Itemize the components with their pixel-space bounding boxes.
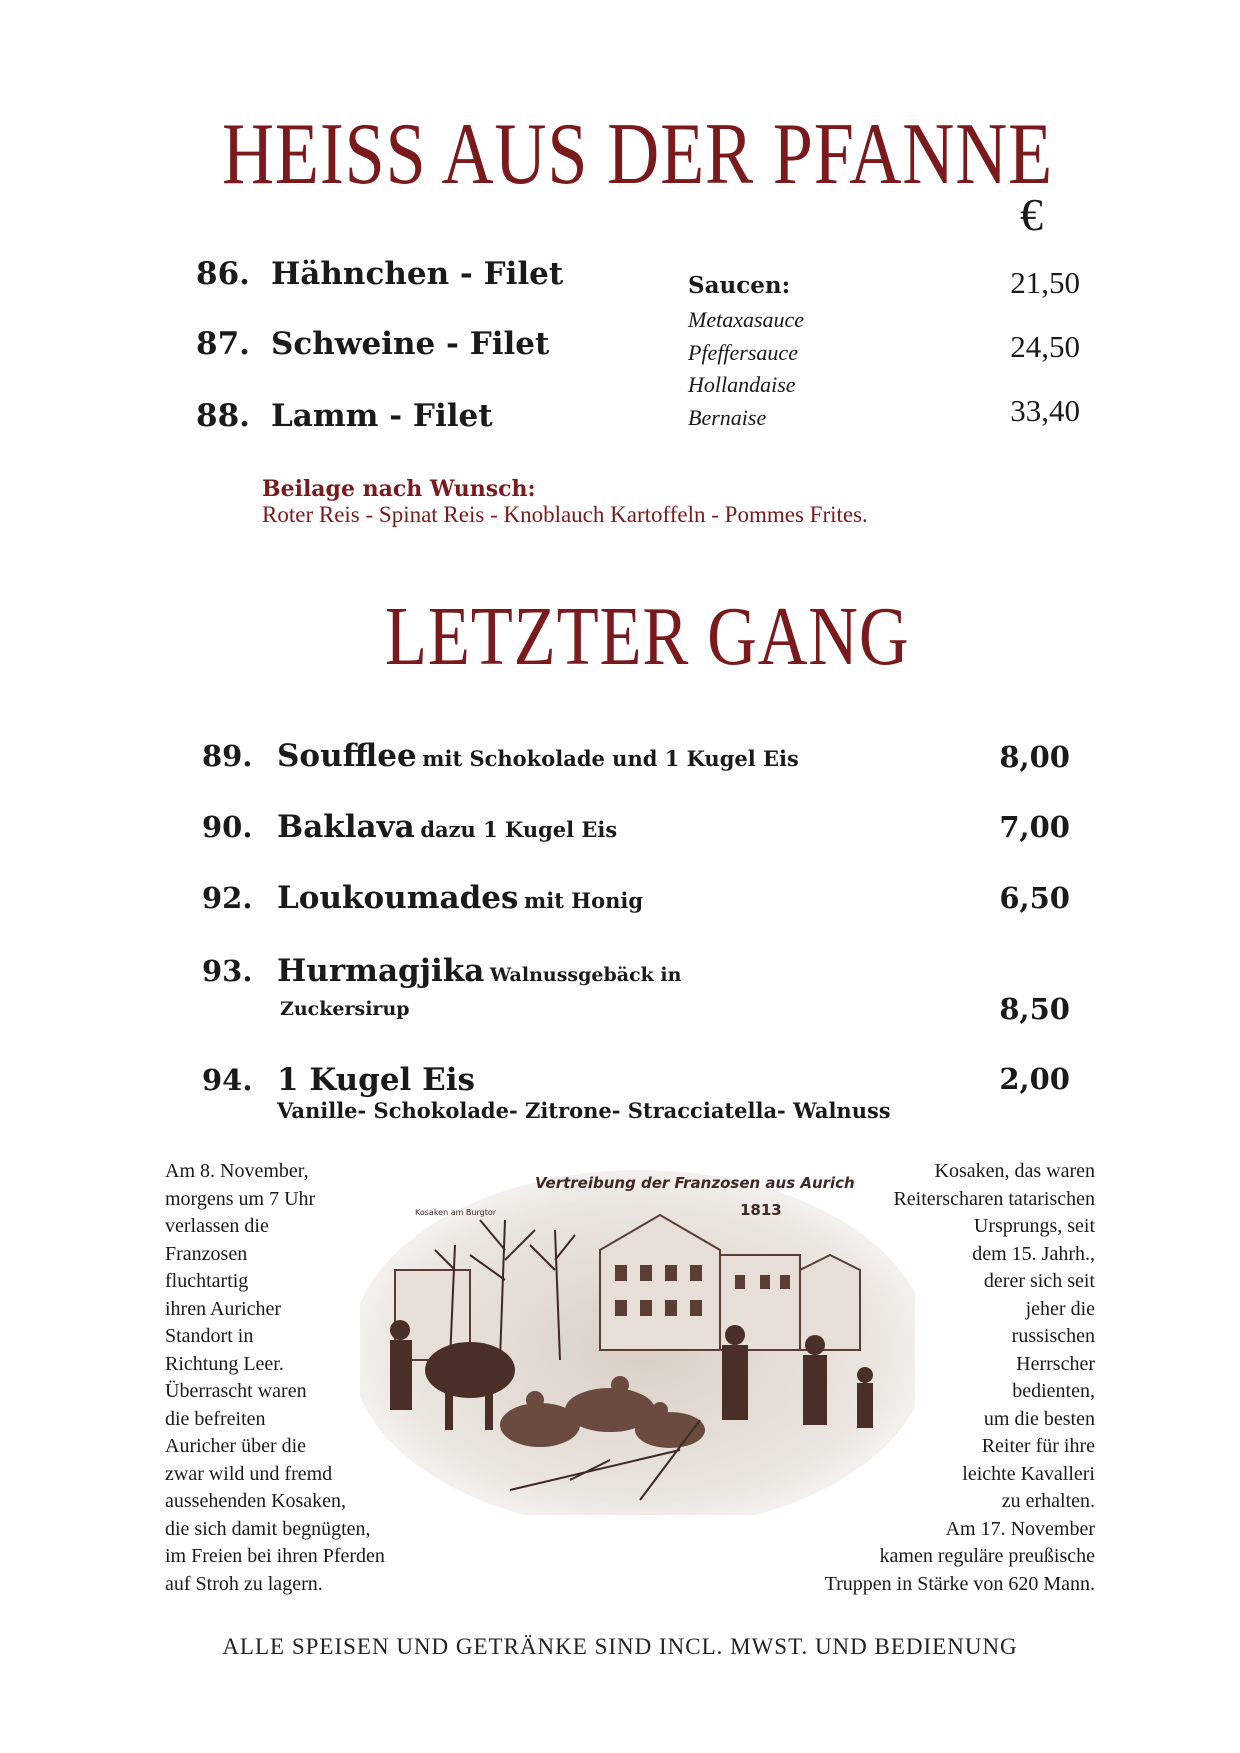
- menu-item-92: [202, 880, 643, 916]
- story-line: derer sich seit: [983, 1270, 1095, 1292]
- story-left: [165, 1158, 385, 1598]
- item-number: 90.: [202, 810, 253, 844]
- currency-symbol: €: [1020, 189, 1043, 240]
- menu-item-88: [196, 398, 493, 434]
- story-line: kamen reguläre preußische: [879, 1545, 1095, 1567]
- story-line: zu erhalten.: [1001, 1490, 1095, 1512]
- sauce-option: Bernaise: [688, 405, 767, 430]
- item-description: mit Schokolade und 1 Kugel Eis: [422, 746, 799, 771]
- story-line: Truppen in Stärke von 620 Mann.: [824, 1572, 1095, 1595]
- story-line: verlassen die: [165, 1215, 269, 1237]
- ice-cream-flavors: Vanille- Schokolade- Zitrone- Stracciatella- Walnuss: [277, 1098, 891, 1123]
- story-line: die befreiten: [165, 1407, 266, 1430]
- item-number: 89.: [202, 739, 253, 773]
- story-line: aussehenden Kosaken,: [165, 1490, 347, 1512]
- item-name: Baklava: [277, 809, 415, 845]
- item-name: Lamm - Filet: [271, 398, 493, 434]
- story-line: Herrscher: [1016, 1352, 1095, 1375]
- sauces-heading: Saucen:: [688, 272, 791, 299]
- side-dish-heading: Beilage nach Wunsch:: [262, 476, 536, 502]
- menu-item-89: [202, 738, 799, 774]
- story-line: Überrascht waren: [165, 1380, 307, 1402]
- story-line: zwar wild und fremd: [165, 1462, 333, 1485]
- story-line: um die besten: [983, 1407, 1095, 1430]
- item-name: 1 Kugel Eis: [277, 1062, 475, 1098]
- story-line: Richtung Leer.: [165, 1352, 284, 1375]
- item-number: 94.: [202, 1063, 253, 1097]
- item-number: 86.: [196, 256, 250, 292]
- story-line: Am 8. November,: [165, 1160, 309, 1182]
- story-line: jeher die: [1025, 1297, 1095, 1320]
- price-89: 8,00: [999, 740, 1070, 774]
- menu-item-86: [196, 256, 563, 292]
- item-name: Soufflee: [277, 738, 417, 774]
- sketch-caption: Vertreibung der Franzosen aus Aurich: [535, 1174, 855, 1192]
- story-line: auf Stroh zu lagern.: [165, 1572, 323, 1595]
- sauce-option: Pfeffersauce: [688, 340, 798, 365]
- story-line: russischen: [1011, 1325, 1095, 1347]
- footer-notice: ALLE SPEISEN UND GETRÄNKE SIND INCL. MWST. UND BEDIENUNG: [222, 1634, 1018, 1659]
- price-86: 21,50: [1010, 265, 1080, 300]
- story-line: Franzosen: [165, 1242, 248, 1265]
- story-line: morgens um 7 Uhr: [165, 1187, 316, 1210]
- story-line: Kosaken, das waren: [934, 1160, 1095, 1182]
- item-number: 92.: [202, 881, 253, 915]
- item-name: Loukoumades: [277, 880, 519, 916]
- story-line: ihren Auricher: [165, 1297, 282, 1320]
- item-number: 87.: [196, 326, 250, 362]
- item-description: Walnussgebäck in: [489, 964, 682, 986]
- price-93: 8,50: [999, 992, 1070, 1026]
- sauce-option: Metaxasauce: [688, 307, 805, 332]
- item-description: mit Honig: [524, 888, 644, 913]
- menu-item-94: [202, 1062, 475, 1098]
- story-line: Auricher über die: [165, 1435, 307, 1457]
- item-number: 88.: [196, 398, 250, 434]
- story-line: Am 17. November: [945, 1517, 1095, 1540]
- item-name: Hurmagjika: [277, 953, 485, 989]
- story-line: dem 15. Jahrh.,: [972, 1242, 1095, 1265]
- sketch-sign: Kosaken am Burgtor: [415, 1208, 497, 1217]
- story-line: bedienten,: [1012, 1380, 1095, 1402]
- story-line: im Freien bei ihren Pferden: [165, 1545, 385, 1567]
- side-dish-options: Roter Reis - Spinat Reis - Knoblauch Kartoffeln - Pommes Frites.: [262, 502, 868, 527]
- price-87: 24,50: [1010, 329, 1080, 364]
- story-line: Reiter für ihre: [981, 1435, 1095, 1457]
- story-line: die sich damit begnügten,: [165, 1517, 371, 1540]
- story-line: Standort in: [165, 1325, 254, 1347]
- price-90: 7,00: [999, 810, 1070, 844]
- section-title-pfanne: HEISS AUS DER PFANNE: [222, 106, 1054, 203]
- price-94: 2,00: [999, 1062, 1070, 1096]
- story-line: Reiterscharen tatarischen: [893, 1187, 1095, 1210]
- sauce-option: Hollandaise: [688, 372, 796, 397]
- story-line: Ursprungs, seit: [973, 1215, 1095, 1237]
- item-number: 93.: [202, 954, 253, 988]
- menu-item-93: [202, 953, 681, 989]
- price-92: 6,50: [999, 881, 1070, 915]
- story-line: fluchtartig: [165, 1270, 249, 1292]
- historical-sketch-illustration: [360, 1160, 915, 1515]
- story-line: leichte Kavalleri: [962, 1462, 1095, 1485]
- item-description-continued: Zuckersirup: [280, 998, 410, 1020]
- price-88: 33,40: [1010, 393, 1080, 428]
- item-name: Hähnchen - Filet: [271, 256, 564, 292]
- item-description: dazu 1 Kugel Eis: [420, 817, 618, 842]
- section-title-letzter-gang: LETZTER GANG: [385, 590, 910, 683]
- sketch-year: 1813: [740, 1201, 782, 1219]
- menu-item-90: [202, 809, 617, 845]
- item-name: Schweine - Filet: [271, 326, 550, 362]
- menu-item-87: [196, 326, 549, 362]
